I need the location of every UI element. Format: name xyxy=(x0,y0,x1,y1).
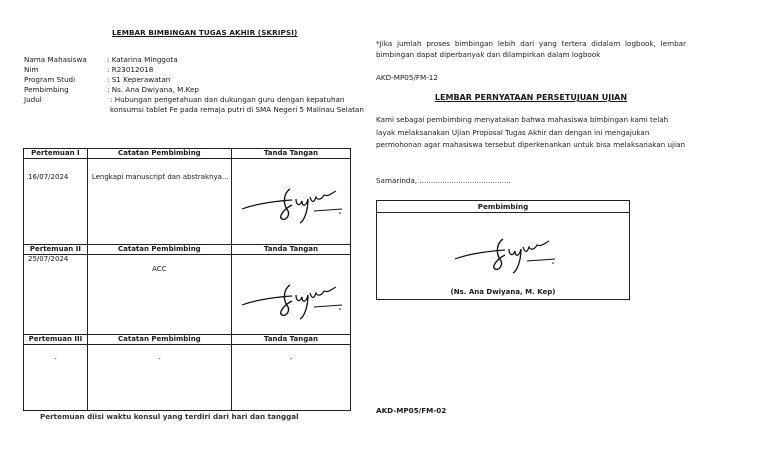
signature-cell xyxy=(231,255,350,335)
info-label: Program Studi xyxy=(24,75,76,84)
notes-header: Catatan Pembimbing xyxy=(87,149,231,159)
table-header-row xyxy=(24,245,351,255)
info-label: Pembimbing xyxy=(24,85,69,94)
meeting-header: Pertemuan II xyxy=(24,245,88,255)
logbook-table xyxy=(23,148,351,411)
info-value: : Ns. Ana Dwiyana, M.Kep xyxy=(107,85,199,94)
logbook-note: *Jika jumlah proses bimbingan lebih dari yang tertera didalam logbook, lembar bimbingan dapat diperbanyak dan dilampirkan dalam logbook xyxy=(376,39,686,59)
signer-name: (Ns. Ana Dwiyana, M. Kep) xyxy=(450,288,556,296)
form-code-top: AKD-MP05/FM-12 xyxy=(376,73,438,82)
signature-header: Tanda Tangan xyxy=(231,335,350,345)
info-label: Nama Mahasiswa xyxy=(24,55,87,64)
signature-image xyxy=(238,277,348,321)
approval-box-header: Pembimbing xyxy=(377,201,629,213)
table-row xyxy=(24,345,351,411)
info-value: : S1 Keperawatan xyxy=(107,75,171,84)
meeting-note: Lengkapi manuscript dan abstraknya... xyxy=(87,159,231,245)
notes-header: Catatan Pembimbing xyxy=(87,335,231,345)
table-row xyxy=(24,255,351,335)
meeting-header: Pertemuan III xyxy=(24,335,88,345)
meeting-date: 25/07/2024 xyxy=(24,255,88,335)
signature-cell: - xyxy=(231,345,350,411)
signature-image xyxy=(451,231,561,275)
signature-image xyxy=(238,181,348,225)
meeting-note: ACC xyxy=(87,255,231,335)
info-value: : Katarina Minggota xyxy=(107,55,178,64)
approval-statement: Kami sebagai pembimbing menyatakan bahwa mahasiswa bimbingan kami telah layak melaksanakan Ujian Proposal Tugas Akhir dan dengan ini mengajukan permohonan agar mahasiswa tersebut diperkenankan untuk bisa melaksanakan ujian xyxy=(376,115,686,149)
info-label: Nim xyxy=(24,65,39,74)
table-header-row xyxy=(24,335,351,345)
info-label: Judul xyxy=(24,95,42,104)
signature-header: Tanda Tangan xyxy=(231,149,350,159)
signature-header: Tanda Tangan xyxy=(231,245,350,255)
approval-signature-box xyxy=(376,200,630,300)
place-date: Samarinda, ........................................ xyxy=(376,176,511,185)
footer-note: Pertemuan diisi waktu konsul yang terdiri dari hari dan tanggal xyxy=(40,412,299,421)
info-value: : Hubungan pengetahuan dan dukungan guru dengan kepatuhan konsumsi tablet Fe pada remaja putri di SMA Negeri 5 Malinau Selatan xyxy=(110,95,364,114)
info-value: : R23012018 xyxy=(107,65,154,74)
logbook-title: LEMBAR BIMBINGAN TUGAS AKHIR (SKRIPSI) xyxy=(112,28,298,37)
notes-header: Catatan Pembimbing xyxy=(87,245,231,255)
approval-title: LEMBAR PERNYATAAN PERSETUJUAN UJIAN xyxy=(434,93,628,102)
form-code-bottom: AKD-MP05/FM-02 xyxy=(376,406,447,415)
meeting-header: Pertemuan I xyxy=(24,149,88,159)
meeting-date: - xyxy=(24,345,88,411)
meeting-note: - xyxy=(87,345,231,411)
table-header-row xyxy=(24,149,351,159)
meeting-date: 16/07/2024 xyxy=(24,159,88,245)
table-row xyxy=(24,159,351,245)
signature-cell xyxy=(231,159,350,245)
